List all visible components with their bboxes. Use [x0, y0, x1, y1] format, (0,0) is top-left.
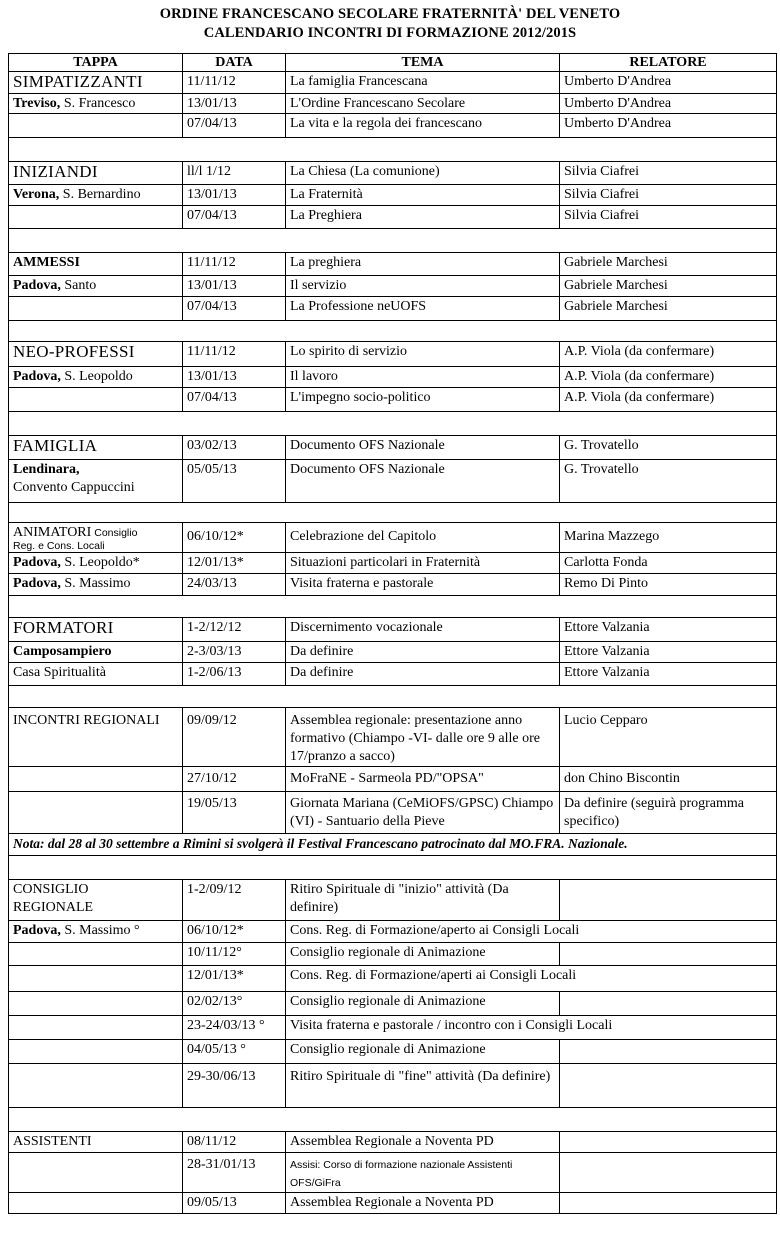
cell-data: 07/04/13	[183, 297, 286, 321]
cell-empty	[9, 1016, 183, 1040]
cell-tema: Situazioni particolari in Fraternità	[286, 553, 560, 574]
animatori-note: Consiglio	[91, 527, 138, 539]
cell-tema: MoFraNE - Sarmeola PD/"OPSA"	[286, 767, 560, 792]
spacer-cell	[9, 229, 777, 253]
col-header-relatore: RELATORE	[560, 54, 777, 72]
cell-tema: Ritiro Spirituale di "fine" attività (Da definire)	[286, 1064, 560, 1108]
cell-relatore: Lucio Cepparo	[560, 708, 777, 767]
cell-relatore: Gabriele Marchesi	[560, 276, 777, 297]
cell-data: 19/05/13	[183, 792, 286, 834]
cell-relatore	[560, 1132, 777, 1153]
cell-tema: Da definire	[286, 663, 560, 686]
cell-data: 10/11/12°	[183, 943, 286, 966]
document-title: ORDINE FRANCESCANO SECOLARE FRATERNITÀ' DEL VENETO	[159, 6, 621, 22]
cell-data: 1-2/06/13	[183, 663, 286, 686]
cell-tema: La famiglia Francescana	[286, 72, 560, 94]
cell-data: 06/10/12*	[183, 921, 286, 943]
cell-relatore	[560, 1040, 777, 1064]
section-title: INCONTRI REGIONALI	[9, 708, 183, 767]
section-place	[9, 921, 183, 943]
cell-relatore: Gabriele Marchesi	[560, 253, 777, 276]
cell-empty	[9, 767, 183, 792]
cell-tema: Cons. Reg. di Formazione/aperti ai Consigli Locali	[286, 966, 777, 992]
table-row	[9, 880, 777, 921]
cell-relatore: Ettore Valzania	[560, 618, 777, 642]
cell-data: 03/02/13	[183, 436, 286, 460]
spacer-cell	[9, 686, 777, 708]
table-row	[9, 206, 777, 229]
section-place: Camposampiero	[9, 642, 183, 663]
cell-data: 07/04/13	[183, 114, 286, 138]
table-row	[9, 114, 777, 138]
cell-tema: Il servizio	[286, 276, 560, 297]
table-row	[9, 367, 777, 388]
place-site: S. Bernardino	[59, 187, 141, 202]
animatori-note-2: Reg. e Cons. Locali	[13, 540, 105, 552]
place-site: S. Massimo	[60, 576, 131, 591]
table-row	[9, 618, 777, 642]
cell-relatore: Silvia Ciafrei	[560, 206, 777, 229]
cell-relatore	[560, 1064, 777, 1108]
table-row	[9, 253, 777, 276]
cell-tema: Assemblea Regionale a Noventa PD	[286, 1132, 560, 1153]
place-site: S. Leopoldo*	[60, 555, 140, 570]
cell-tema: Consiglio regionale di Animazione	[286, 992, 560, 1016]
table-row	[9, 94, 777, 114]
cell-empty	[9, 1064, 183, 1108]
cell-tema: L'Ordine Francescano Secolare	[286, 94, 560, 114]
place-city: Padova,	[13, 278, 61, 293]
cell-relatore	[560, 1193, 777, 1214]
table-row	[9, 708, 777, 767]
section-title: FORMATORI	[9, 618, 183, 642]
spacer-cell	[9, 412, 777, 436]
cell-data: 1-2/09/12	[183, 880, 286, 921]
section-title: INIZIANDI	[9, 162, 183, 185]
cell-empty	[9, 1153, 183, 1193]
cell-relatore	[560, 943, 777, 966]
table-header-row	[9, 54, 777, 72]
spacer-row	[9, 229, 777, 253]
cell-empty	[9, 943, 183, 966]
col-header-tema: TEMA	[286, 54, 560, 72]
cell-data: 11/11/12	[183, 253, 286, 276]
cell-tema: Celebrazione del Capitolo	[286, 523, 560, 553]
cell-data: 29-30/06/13	[183, 1064, 286, 1108]
spacer-cell	[9, 321, 777, 342]
cell-relatore: Carlotta Fonda	[560, 553, 777, 574]
cell-data: 28-31/01/13	[183, 1153, 286, 1193]
spacer-cell	[9, 138, 777, 162]
cell-relatore: Ettore Valzania	[560, 642, 777, 663]
spacer-cell	[9, 856, 777, 880]
animatori-title: ANIMATORI	[13, 525, 92, 540]
cell-relatore: Umberto D'Andrea	[560, 114, 777, 138]
cell-tema: Consiglio regionale di Animazione	[286, 943, 560, 966]
table-row	[9, 162, 777, 185]
place-city: Padova,	[13, 576, 61, 591]
cell-data: 08/11/12	[183, 1132, 286, 1153]
note-row	[9, 834, 777, 856]
cell-relatore: A.P. Viola (da confermare)	[560, 388, 777, 412]
col-header-tappa: TAPPA	[9, 54, 183, 72]
cell-relatore: Gabriele Marchesi	[560, 297, 777, 321]
cell-tema: Assisi: Corso di formazione nazionale Assistenti OFS/GiFra	[286, 1153, 560, 1193]
cell-relatore: don Chino Biscontin	[560, 767, 777, 792]
cell-tema: Documento OFS Nazionale	[286, 436, 560, 460]
cell-empty	[9, 966, 183, 992]
cell-relatore	[560, 880, 777, 921]
cell-tema: Documento OFS Nazionale	[286, 460, 560, 503]
section-place	[9, 185, 183, 206]
cell-tema: Lo spirito di servizio	[286, 342, 560, 367]
table-row	[9, 642, 777, 663]
place-city: Treviso,	[13, 96, 61, 111]
cell-data: 2-3/03/13	[183, 642, 286, 663]
table-row	[9, 342, 777, 367]
cell-tema: Visita fraterna e pastorale	[286, 574, 560, 596]
spacer-row	[9, 138, 777, 162]
place-site: S. Francesco	[60, 96, 136, 111]
cell-empty	[9, 1193, 183, 1214]
document-subtitle: CALENDARIO INCONTRI DI FORMAZIONE 2012/201S	[203, 25, 577, 41]
cell-relatore: Marina Mazzego	[560, 523, 777, 553]
table-row	[9, 436, 777, 460]
place-site: Santo	[60, 278, 97, 293]
cell-data: 1-2/12/12	[183, 618, 286, 642]
cell-data: 05/05/13	[183, 460, 286, 503]
cell-tema: Cons. Reg. di Formazione/aperto ai Consigli Locali	[286, 921, 777, 943]
cell-relatore: Umberto D'Andrea	[560, 72, 777, 94]
cell-tema: La Chiesa (La comunione)	[286, 162, 560, 185]
cell-empty	[9, 206, 183, 229]
table-row	[9, 523, 777, 553]
section-title: CONSIGLIO REGIONALE	[9, 880, 183, 921]
section-place	[9, 553, 183, 574]
table-row	[9, 921, 777, 943]
cell-relatore: Silvia Ciafrei	[560, 185, 777, 206]
cell-tema: Visita fraterna e pastorale / incontro con i Consigli Locali	[286, 1016, 777, 1040]
spacer-row	[9, 1108, 777, 1132]
calendar-table	[8, 53, 777, 1214]
place-city: Padova,	[13, 369, 61, 384]
table-row	[9, 1064, 777, 1108]
cell-data: 23-24/03/13 °	[183, 1016, 286, 1040]
table-row	[9, 72, 777, 94]
cell-empty	[9, 992, 183, 1016]
cell-relatore: A.P. Viola (da confermare)	[560, 342, 777, 367]
cell-tema: Discernimento vocazionale	[286, 618, 560, 642]
spacer-cell	[9, 596, 777, 618]
cell-data: 13/01/13	[183, 185, 286, 206]
cell-data: 11/11/12	[183, 342, 286, 367]
place-site: S. Leopoldo	[60, 369, 133, 384]
table-row	[9, 767, 777, 792]
section-title: AMMESSI	[9, 253, 183, 276]
section-place	[9, 367, 183, 388]
table-row	[9, 792, 777, 834]
cell-relatore: Remo Di Pinto	[560, 574, 777, 596]
section-title	[9, 523, 183, 553]
cell-data: 12/01/13*	[183, 553, 286, 574]
cell-data: 07/04/13	[183, 388, 286, 412]
cell-tema: L'impegno socio-politico	[286, 388, 560, 412]
section-place	[9, 460, 183, 503]
cell-data: 12/01/13*	[183, 966, 286, 992]
cell-relatore: Da definire (seguirà programma specifico)	[560, 792, 777, 834]
cell-relatore: Silvia Ciafrei	[560, 162, 777, 185]
spacer-row	[9, 412, 777, 436]
table-row	[9, 574, 777, 596]
section-title: ASSISTENTI	[9, 1132, 183, 1153]
place-city: Verona,	[13, 187, 60, 202]
cell-data: 13/01/13	[183, 276, 286, 297]
spacer-row	[9, 321, 777, 342]
place-site: Convento Cappuccini	[13, 480, 135, 495]
col-header-data: DATA	[183, 54, 286, 72]
place-city: Lendinara,	[13, 462, 80, 477]
cell-empty	[9, 297, 183, 321]
cell-data: 07/04/13	[183, 206, 286, 229]
spacer-row	[9, 596, 777, 618]
spacer-row	[9, 856, 777, 880]
cell-tema: Il lavoro	[286, 367, 560, 388]
spacer-row	[9, 503, 777, 523]
cell-tema: La Fraternità	[286, 185, 560, 206]
section-place	[9, 94, 183, 114]
spacer-row	[9, 686, 777, 708]
cell-data: 04/05/13 °	[183, 1040, 286, 1064]
table-row	[9, 1016, 777, 1040]
section-place	[9, 276, 183, 297]
section-title: FAMIGLIA	[9, 436, 183, 460]
cell-tema: Da definire	[286, 642, 560, 663]
table-row	[9, 1040, 777, 1064]
cell-tema: Assemblea regionale: presentazione anno formativo (Chiampo -VI- dalle ore 9 alle ore 17/pranzo a sacco)	[286, 708, 560, 767]
table-row	[9, 276, 777, 297]
cell-data: 13/01/13	[183, 367, 286, 388]
place-city: Padova,	[13, 555, 61, 570]
cell-data: 09/05/13	[183, 1193, 286, 1214]
table-row	[9, 992, 777, 1016]
section-title: SIMPATIZZANTI	[9, 72, 183, 94]
cell-tema: La Professione neUOFS	[286, 297, 560, 321]
cell-relatore: G. Trovatello	[560, 460, 777, 503]
table-row	[9, 663, 777, 686]
table-row	[9, 1132, 777, 1153]
cell-tema: La preghiera	[286, 253, 560, 276]
cell-data: 27/10/12	[183, 767, 286, 792]
section-title: NEO-PROFESSI	[9, 342, 183, 367]
table-row	[9, 297, 777, 321]
cell-tema: Giornata Mariana (CeMiOFS/GPSC) Chiampo (VI) - Santuario della Pieve	[286, 792, 560, 834]
cell-tema: La vita e la regola dei francescano	[286, 114, 560, 138]
cell-data: 02/02/13°	[183, 992, 286, 1016]
spacer-cell	[9, 503, 777, 523]
cell-data: 11/11/12	[183, 72, 286, 94]
cell-empty	[9, 388, 183, 412]
cell-empty	[9, 1040, 183, 1064]
place-city: Padova,	[13, 923, 61, 938]
table-row	[9, 943, 777, 966]
cell-data: ll/l 1/12	[183, 162, 286, 185]
place-site: S. Massimo °	[60, 923, 140, 938]
cell-relatore: Umberto D'Andrea	[560, 94, 777, 114]
festival-note: Nota: dal 28 al 30 settembre a Rimini si svolgerà il Festival Francescano patrocinato dal MO.FRA. Nazionale.	[9, 834, 777, 856]
table-row	[9, 1193, 777, 1214]
cell-data: 06/10/12*	[183, 523, 286, 553]
cell-data: 09/09/12	[183, 708, 286, 767]
table-row	[9, 553, 777, 574]
cell-relatore: A.P. Viola (da confermare)	[560, 367, 777, 388]
section-place-2: Casa Spiritualità	[9, 663, 183, 686]
cell-relatore	[560, 992, 777, 1016]
table-row	[9, 185, 777, 206]
table-row	[9, 460, 777, 503]
table-row	[9, 966, 777, 992]
table-row	[9, 1153, 777, 1193]
cell-relatore: Ettore Valzania	[560, 663, 777, 686]
cell-relatore: G. Trovatello	[560, 436, 777, 460]
section-place	[9, 574, 183, 596]
cell-empty	[9, 114, 183, 138]
cell-relatore	[560, 1153, 777, 1193]
cell-tema: Assemblea Regionale a Noventa PD	[286, 1193, 560, 1214]
cell-tema: Ritiro Spirituale di "inizio" attività (Da definire)	[286, 880, 560, 921]
cell-data: 24/03/13	[183, 574, 286, 596]
table-row	[9, 388, 777, 412]
cell-data: 13/01/13	[183, 94, 286, 114]
cell-empty	[9, 792, 183, 834]
cell-tema: La Preghiera	[286, 206, 560, 229]
cell-tema: Consiglio regionale di Animazione	[286, 1040, 560, 1064]
spacer-cell	[9, 1108, 777, 1132]
